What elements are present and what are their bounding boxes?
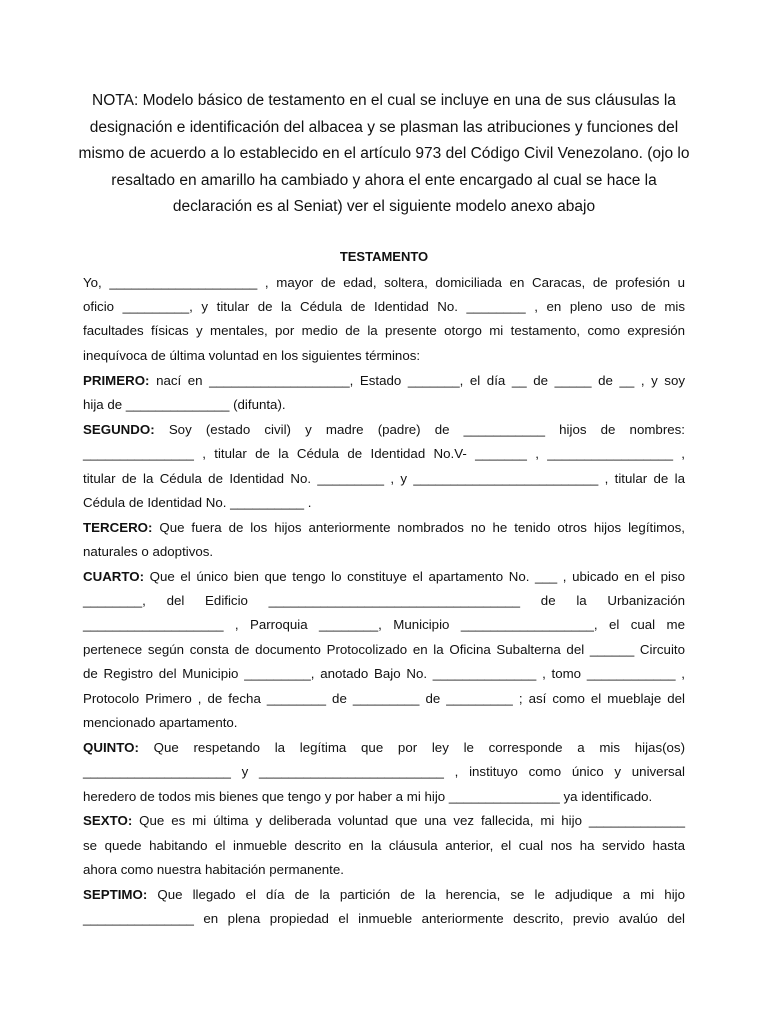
text-line xyxy=(83,762,685,782)
text-line xyxy=(83,615,685,635)
text-line xyxy=(83,909,685,929)
note-line: designación e identificación del albacea y se plasman las atribuciones y funciones del xyxy=(89,118,679,136)
text-line xyxy=(83,371,685,391)
clause-text: pertenece según consta de documento Protocolizado en la Oficina Subalterna del ______ Circuito xyxy=(83,642,685,657)
note-paragraph xyxy=(60,88,708,221)
note-line: mismo de acuerdo a lo establecido en el artículo 973 del Código Civil Venezolano. (ojo lo xyxy=(78,145,690,163)
text-line xyxy=(83,567,685,587)
text-line xyxy=(83,395,685,415)
clause-text: Que respetando la legítima que por ley le corresponde a mis hijas(os) xyxy=(138,740,685,755)
text-line xyxy=(83,493,685,513)
clause-label: TERCERO: xyxy=(83,520,153,535)
document-title: TESTAMENTO xyxy=(339,249,429,264)
text-line xyxy=(83,444,685,464)
clause-label: SEXTO: xyxy=(83,813,133,828)
clause-text: Que llegado el día de la partición de la herencia, se le adjudique a mi hijo xyxy=(147,887,685,902)
clause-text: Que es mi última y deliberada voluntad que una vez fallecida, mi hijo _____________ xyxy=(132,813,685,828)
clause-text: _______________ , titular de la Cédula de Identidad No.V- _______ , _________________ , xyxy=(83,446,685,461)
text-line xyxy=(83,469,685,489)
clause-text: hija de ______________ (difunta). xyxy=(83,397,286,412)
clause-text: inequívoca de última voluntad en los siguientes términos: xyxy=(83,348,421,363)
text-line xyxy=(83,836,685,856)
clause-text: Yo, ____________________ , mayor de edad, soltera, domiciliada en Caracas, de profesión u xyxy=(83,275,685,290)
text-line xyxy=(83,689,685,709)
clause-text: Que el único bien que tengo lo constituye el apartamento No. ___ , ubicado en el piso xyxy=(144,569,685,584)
clause-text: se quede habitando el inmueble descrito en la cláusula anterior, el cual nos ha servido hasta xyxy=(83,838,685,853)
text-line xyxy=(83,787,685,807)
text-line xyxy=(83,811,685,831)
clause-text: Que fuera de los hijos anteriormente nombrados no he tenido otros hijos legítimos, xyxy=(152,520,685,535)
clause-text: _______________ en plena propiedad el inmueble anteriormente descrito, previo avalúo del xyxy=(83,911,685,926)
clause-text: de Registro del Municipio _________, anotado Bajo No. ______________ , tomo ____________ , xyxy=(83,666,685,681)
text-line xyxy=(83,713,685,733)
clause-text: Cédula de Identidad No. __________ . xyxy=(83,495,312,510)
clause-label: SEPTIMO: xyxy=(83,887,148,902)
clause-text: ahora como nuestra habitación permanente. xyxy=(83,862,344,877)
clause-text: ____________________ y _________________________ , instituyo como único y universal xyxy=(83,764,685,779)
text-line xyxy=(83,321,685,341)
clause-text: facultades físicas y mentales, por medio de la presente otorgo mi testamento, como expresión xyxy=(83,323,685,338)
clause-text: naturales o adoptivos. xyxy=(83,544,214,559)
clause-text: Protocolo Primero , de fecha ________ de _________ de _________ ; así como el mueblaje del xyxy=(83,691,685,706)
clause-text: nací en ___________________, Estado _______, el día __ de _____ de __ , y soy xyxy=(149,373,685,388)
text-line xyxy=(83,664,685,684)
text-line xyxy=(83,542,685,562)
text-line xyxy=(83,860,685,880)
clause-label: SEGUNDO: xyxy=(83,422,155,437)
clause-label: PRIMERO: xyxy=(83,373,150,388)
note-line: resaltado en amarillo ha cambiado y ahora el ente encargado al cual se hace la xyxy=(111,171,657,189)
text-line xyxy=(83,273,685,293)
text-line xyxy=(83,297,685,317)
note-line: declaración es al Seniat) ver el siguiente modelo anexo abajo xyxy=(172,198,596,216)
clause-text: heredero de todos mis bienes que tengo y por haber a mi hijo _______________ ya identificado. xyxy=(83,789,653,804)
clause-label: QUINTO: xyxy=(83,740,139,755)
text-line xyxy=(83,640,685,660)
clause-text: Soy (estado civil) y madre (padre) de ___________ hijos de nombres: xyxy=(154,422,685,437)
clause-text: oficio _________, y titular de la Cédula de Identidad No. ________ , en pleno uso de mis xyxy=(83,299,685,314)
text-line xyxy=(83,518,685,538)
text-line xyxy=(83,591,685,611)
clause-label: CUARTO: xyxy=(83,569,145,584)
text-line xyxy=(83,420,685,440)
clause-text: ___________________ , Parroquia ________, Municipio __________________, el cual me xyxy=(83,617,685,632)
clause-text: mencionado apartamento. xyxy=(83,715,238,730)
clause-text: ________, del Edificio __________________________________ de la Urbanización xyxy=(83,593,685,608)
text-line xyxy=(83,346,685,366)
clause-text: titular de la Cédula de Identidad No. _________ , y _________________________ , titular de la xyxy=(83,471,685,486)
note-line: NOTA: Modelo básico de testamento en el cual se incluye en una de sus cláusulas la xyxy=(92,92,676,109)
text-line xyxy=(83,885,685,905)
text-line xyxy=(83,738,685,758)
